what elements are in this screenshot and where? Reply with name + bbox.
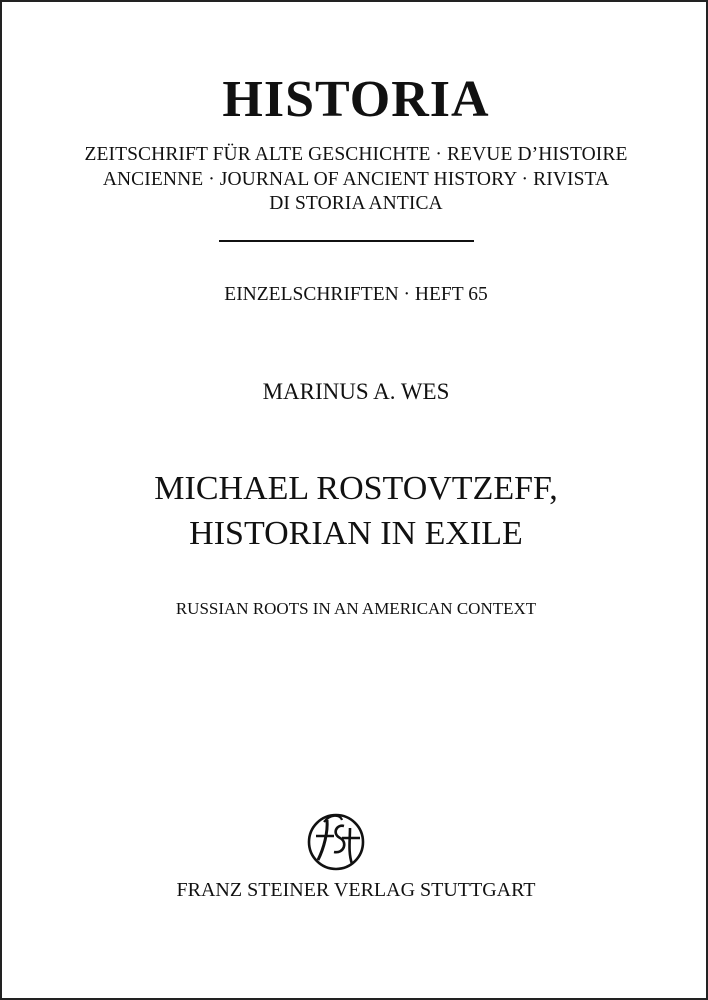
book-title-line-2: HISTORIAN IN EXILE: [189, 515, 523, 552]
book-title-line-1: MICHAEL ROSTOVTZEFF,: [154, 470, 558, 507]
series-number: EINZELSCHRIFTEN · HEFT 65: [224, 284, 488, 305]
book-subtitle: RUSSIAN ROOTS IN AN AMERICAN CONTEXT: [175, 599, 537, 618]
series-subtitle-line-3: DI STORIA ANTICA: [269, 193, 443, 214]
publisher-name: FRANZ STEINER VERLAG STUTTGART: [176, 879, 536, 901]
series-subtitle-line-1: ZEITSCHRIFT FÜR ALTE GESCHICHTE · REVUE D’HISTOIRE: [84, 144, 628, 165]
series-subtitle-line-2: ANCIENNE · JOURNAL OF ANCIENT HISTORY · RIVISTA: [102, 169, 610, 190]
series-title: HISTORIA: [222, 71, 490, 128]
divider-rule: [219, 240, 474, 242]
author-name: MARINUS A. WES: [262, 379, 450, 404]
publisher-monogram-icon: [304, 808, 368, 872]
